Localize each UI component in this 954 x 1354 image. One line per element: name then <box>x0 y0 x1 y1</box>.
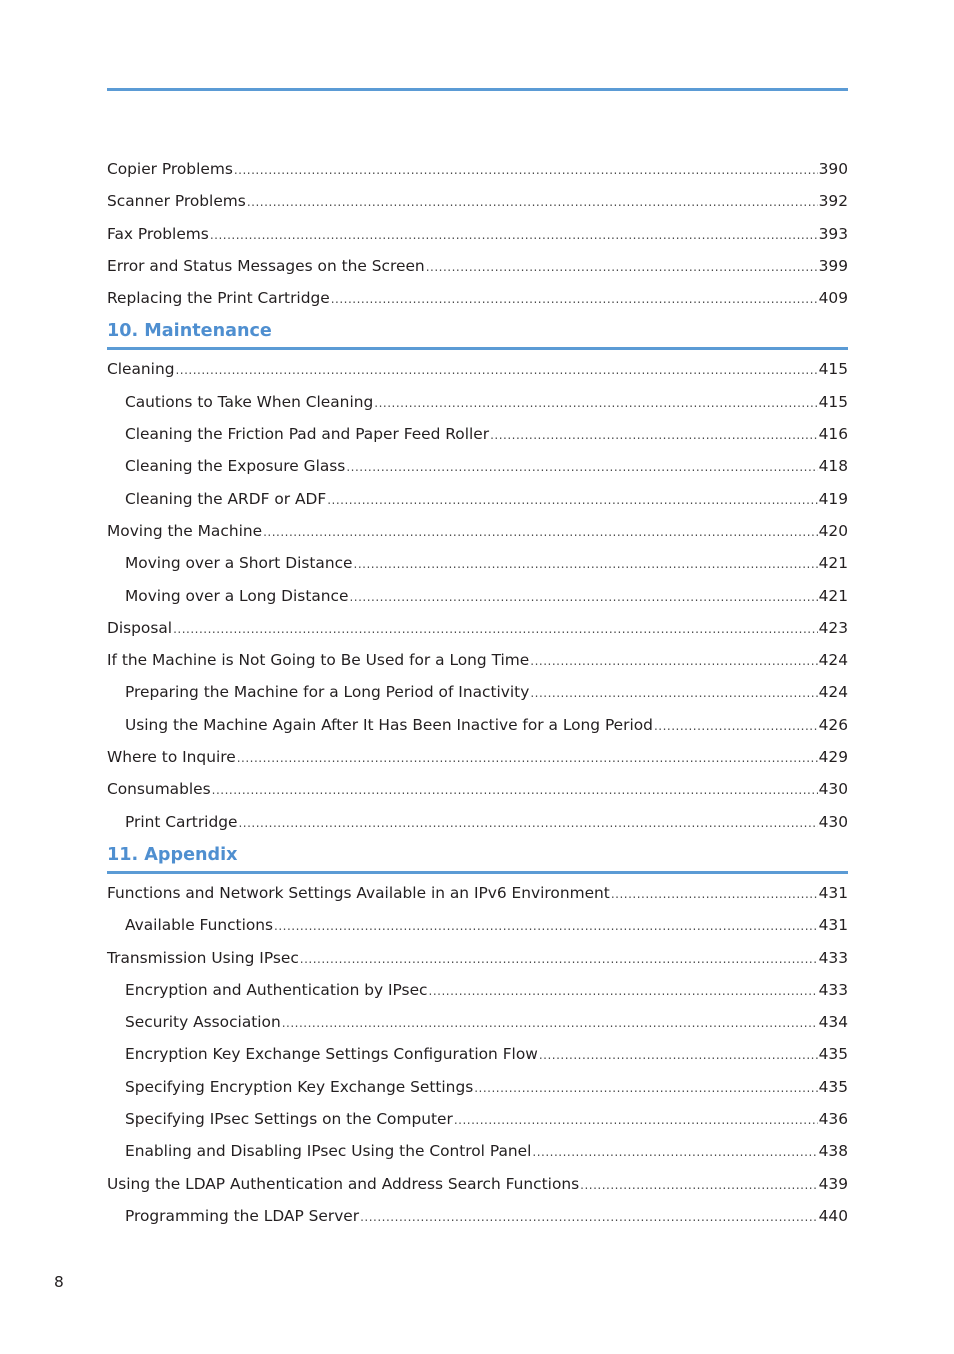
toc-entry-title: Moving over a Short Distance <box>125 554 353 573</box>
toc-entry[interactable] <box>107 225 848 257</box>
dot-leader <box>374 396 817 410</box>
toc-entry-page: 424 <box>818 683 848 702</box>
toc-entry-page: 409 <box>818 289 848 308</box>
toc-entry[interactable] <box>107 748 848 780</box>
dot-leader <box>530 686 817 700</box>
dot-leader <box>611 887 818 901</box>
toc-entry[interactable] <box>107 1110 848 1142</box>
toc-entry-title: Copier Problems <box>107 160 233 178</box>
toc-entry-title: Disposal <box>107 618 173 637</box>
toc-entry-page: 416 <box>818 425 848 444</box>
toc-entry-page: 399 <box>818 256 848 275</box>
toc-entry-page: 415 <box>818 392 848 411</box>
toc-entry-page: 430 <box>818 812 848 831</box>
toc-entry-page: 434 <box>818 1013 848 1032</box>
toc-entry-title: Moving the Machine <box>107 521 263 540</box>
chapter-rule <box>107 871 848 874</box>
toc-entry[interactable] <box>107 393 848 425</box>
toc-entry-title: Where to Inquire <box>107 748 236 767</box>
toc-entry[interactable] <box>107 425 848 457</box>
toc-entry[interactable] <box>107 490 848 522</box>
dot-leader <box>474 1081 817 1095</box>
toc-entry-title: Preparing the Machine for a Long Period of Inactivity <box>125 683 530 702</box>
toc-entry-title: Functions and Network Settings Available in an IPv6 Environment <box>107 883 610 902</box>
toc-entry-title: Cleaning the Exposure Glass <box>125 457 346 476</box>
dot-leader <box>530 654 817 668</box>
toc-entry-page: 420 <box>818 521 848 540</box>
dot-leader <box>210 228 818 242</box>
chapter-title[interactable]: 10. Maintenance <box>107 321 272 342</box>
toc-entry[interactable] <box>107 651 848 683</box>
toc-entry-page: 419 <box>818 489 848 508</box>
toc-entry-title: Encryption Key Exchange Settings Configuration Flow <box>125 1045 538 1064</box>
toc-entry-page: 415 <box>818 360 848 379</box>
toc-entry[interactable] <box>107 716 848 748</box>
toc-entry-page: 440 <box>818 1206 848 1225</box>
toc-entry-title: Cautions to Take When Cleaning <box>125 392 374 411</box>
toc-entry-title: Moving over a Long Distance <box>125 586 349 605</box>
toc-entry-page: 429 <box>818 748 848 767</box>
page-number: 8 <box>54 1273 64 1291</box>
dot-leader <box>360 1210 818 1224</box>
dot-leader <box>580 1178 817 1192</box>
toc-entry-page: 431 <box>818 883 848 902</box>
toc-entry-page: 433 <box>818 980 848 999</box>
toc-entry-page: 435 <box>818 1045 848 1064</box>
toc-entry-page: 435 <box>818 1077 848 1096</box>
toc-entry-title: Cleaning the Friction Pad and Paper Feed Roller <box>125 425 490 444</box>
dot-leader <box>429 984 818 998</box>
toc-entry-title: Available Functions <box>125 916 274 935</box>
toc-entry-title: Security Association <box>125 1013 281 1032</box>
dot-leader <box>282 1016 818 1030</box>
header-rule <box>107 88 848 91</box>
toc-entry[interactable] <box>107 257 848 289</box>
toc-entry[interactable] <box>107 1175 848 1207</box>
dot-leader <box>300 952 818 966</box>
toc-entry-page: 433 <box>818 948 848 967</box>
toc-entry-title: If the Machine is Not Going to Be Used for a Long Time <box>107 651 530 670</box>
toc-entry-page: 418 <box>818 457 848 476</box>
dot-leader <box>173 622 818 636</box>
chapter-heading <box>107 845 848 881</box>
toc-entry-title: Consumables <box>107 780 211 799</box>
toc-entry-title: Transmission Using IPsec <box>107 948 299 967</box>
toc-entry-page: 393 <box>818 224 848 243</box>
toc-entry-page: 424 <box>818 651 848 670</box>
toc-entry-page: 430 <box>818 780 848 799</box>
toc-entry[interactable] <box>107 949 848 981</box>
toc-entry-title: Error and Status Messages on the Screen <box>107 256 425 275</box>
dot-leader <box>247 195 818 209</box>
toc-entry-page: 421 <box>818 586 848 605</box>
table-of-contents <box>107 160 848 1239</box>
toc-entry-page: 390 <box>818 160 848 178</box>
dot-leader <box>654 719 818 733</box>
dot-leader <box>539 1048 818 1062</box>
toc-entry-title: Programming the LDAP Server <box>125 1206 360 1225</box>
toc-entry-title: Specifying Encryption Key Exchange Settings <box>125 1077 474 1096</box>
chapter-heading <box>107 321 848 357</box>
toc-entry[interactable] <box>107 1078 848 1110</box>
dot-leader <box>346 460 817 474</box>
dot-leader <box>532 1145 817 1159</box>
toc-entry-title: Using the LDAP Authentication and Address Search Functions <box>107 1174 580 1193</box>
dot-leader <box>426 260 818 274</box>
toc-entry[interactable] <box>107 813 848 845</box>
toc-entry-page: 392 <box>818 192 848 211</box>
toc-entry[interactable] <box>107 289 848 321</box>
toc-entry-title: Cleaning <box>107 360 175 379</box>
toc-entry[interactable] <box>107 683 848 715</box>
toc-entry[interactable] <box>107 1142 848 1174</box>
toc-entry-title: Specifying IPsec Settings on the Computer <box>125 1110 453 1129</box>
toc-entry[interactable] <box>107 1013 848 1045</box>
toc-entry-title: Scanner Problems <box>107 192 246 211</box>
dot-leader <box>490 428 818 442</box>
toc-entry[interactable] <box>107 981 848 1013</box>
dot-leader <box>234 163 818 177</box>
dot-leader <box>212 783 818 797</box>
toc-entry[interactable] <box>107 192 848 224</box>
toc-entry-title: Print Cartridge <box>125 812 238 831</box>
dot-leader <box>331 292 818 306</box>
dot-leader <box>327 493 817 507</box>
toc-entry[interactable] <box>107 884 848 916</box>
toc-entry[interactable] <box>107 780 848 812</box>
toc-entry-title: Replacing the Print Cartridge <box>107 289 330 308</box>
toc-entry[interactable] <box>107 587 848 619</box>
dot-leader <box>274 919 818 933</box>
toc-entry-title: Fax Problems <box>107 224 209 243</box>
toc-entry-page: 423 <box>818 618 848 637</box>
toc-entry[interactable] <box>107 1207 848 1239</box>
toc-entry-page: 426 <box>818 715 848 734</box>
toc-entry-title: Cleaning the ARDF or ADF <box>125 489 327 508</box>
toc-entry-page: 439 <box>818 1174 848 1193</box>
toc-entry[interactable] <box>107 1045 848 1077</box>
toc-entry-page: 421 <box>818 554 848 573</box>
toc-entry[interactable] <box>107 457 848 489</box>
chapter-rule <box>107 347 848 350</box>
toc-entry-title: Encryption and Authentication by IPsec <box>125 980 428 999</box>
dot-leader <box>349 590 817 604</box>
toc-entry-page: 431 <box>818 916 848 935</box>
toc-entry[interactable] <box>107 619 848 651</box>
dot-leader <box>354 557 818 571</box>
toc-entry[interactable] <box>107 916 848 948</box>
toc-entry-page: 438 <box>818 1142 848 1161</box>
dot-leader <box>175 363 817 377</box>
dot-leader <box>238 816 817 830</box>
toc-entry[interactable] <box>107 522 848 554</box>
dot-leader <box>263 525 818 539</box>
chapter-title[interactable]: 11. Appendix <box>107 844 238 865</box>
dot-leader <box>237 751 818 765</box>
toc-entry[interactable] <box>107 160 848 192</box>
toc-entry-title: Enabling and Disabling IPsec Using the Control Panel <box>125 1142 532 1161</box>
toc-entry[interactable] <box>107 554 848 586</box>
toc-entry-title: Using the Machine Again After It Has Been Inactive for a Long Period <box>125 715 653 734</box>
dot-leader <box>454 1113 818 1127</box>
toc-entry-page: 436 <box>818 1110 848 1129</box>
toc-entry[interactable] <box>107 360 848 392</box>
